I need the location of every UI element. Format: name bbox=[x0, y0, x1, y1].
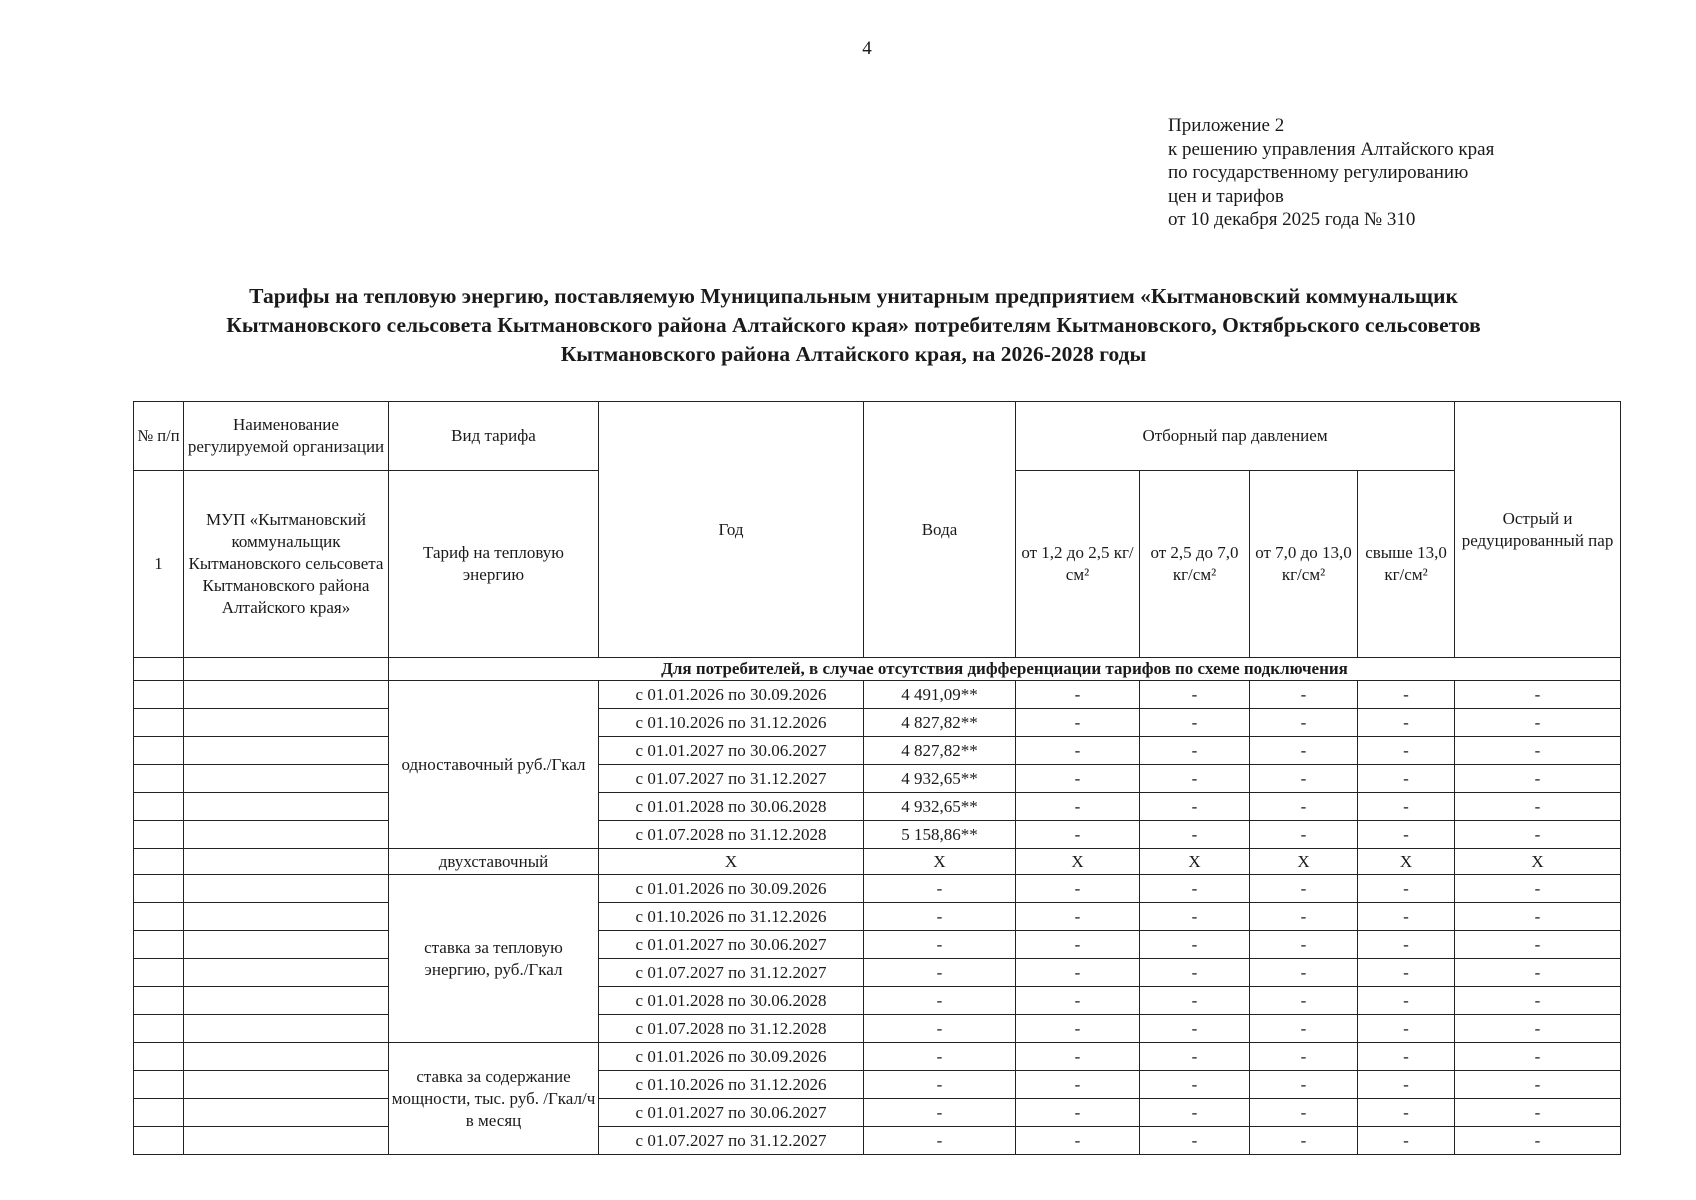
dash-cell: - bbox=[1140, 931, 1250, 959]
water-cell: - bbox=[864, 931, 1016, 959]
x-mark-cell: X bbox=[1358, 849, 1455, 875]
table-row bbox=[134, 1099, 1621, 1127]
x-mark-cell: X bbox=[864, 849, 1016, 875]
appendix-block bbox=[1168, 114, 1494, 232]
dash-cell: - bbox=[1250, 1099, 1358, 1127]
header-water: Вода bbox=[864, 402, 1016, 658]
appendix-line: к решению управления Алтайского края bbox=[1168, 138, 1495, 160]
empty-cell bbox=[134, 737, 184, 765]
dash-cell: - bbox=[1358, 1015, 1455, 1043]
period-cell: с 01.01.2027 по 30.06.2027 bbox=[599, 737, 864, 765]
dash-cell: - bbox=[1140, 1043, 1250, 1071]
empty-cell bbox=[184, 849, 389, 875]
header-pressure-2: от 2,5 до 7,0 кг/см² bbox=[1140, 471, 1250, 658]
dash-cell: - bbox=[1358, 1071, 1455, 1099]
x-mark-cell: X bbox=[1140, 849, 1250, 875]
empty-cell bbox=[184, 931, 389, 959]
dash-cell: - bbox=[1358, 903, 1455, 931]
period-cell: с 01.07.2027 по 31.12.2027 bbox=[599, 1127, 864, 1155]
empty-cell bbox=[134, 903, 184, 931]
dash-cell: - bbox=[1140, 821, 1250, 849]
period-cell: с 01.07.2028 по 31.12.2028 bbox=[599, 821, 864, 849]
water-cell: - bbox=[864, 1099, 1016, 1127]
table-row bbox=[134, 821, 1621, 849]
empty-cell bbox=[184, 1043, 389, 1071]
dash-cell: - bbox=[1358, 959, 1455, 987]
empty-cell bbox=[134, 987, 184, 1015]
dash-cell: - bbox=[1455, 1099, 1621, 1127]
water-cell: 4 932,65** bbox=[864, 793, 1016, 821]
header-sharp-steam: Острый и редуцированный пар bbox=[1455, 402, 1621, 658]
x-mark-cell: X bbox=[1250, 849, 1358, 875]
dash-cell: - bbox=[1140, 1071, 1250, 1099]
dash-cell: - bbox=[1016, 709, 1140, 737]
dash-cell: - bbox=[1358, 1099, 1455, 1127]
dash-cell: - bbox=[1358, 875, 1455, 903]
appendix-line: цен и тарифов bbox=[1168, 185, 1284, 207]
empty-cell bbox=[134, 1071, 184, 1099]
dash-cell: - bbox=[1358, 821, 1455, 849]
header-year: Год bbox=[599, 402, 864, 658]
period-cell: с 01.01.2026 по 30.09.2026 bbox=[599, 1043, 864, 1071]
dash-cell: - bbox=[1358, 709, 1455, 737]
dash-cell: - bbox=[1016, 1043, 1140, 1071]
empty-cell bbox=[134, 1099, 184, 1127]
table-row bbox=[134, 875, 1621, 903]
x-mark-cell: X bbox=[1455, 849, 1621, 875]
dash-cell: - bbox=[1016, 821, 1140, 849]
empty-cell bbox=[184, 987, 389, 1015]
header-org: Наименование регулируемой организации bbox=[184, 402, 389, 471]
empty-cell bbox=[184, 793, 389, 821]
header-pressure-4: свыше 13,0 кг/см² bbox=[1358, 471, 1455, 658]
water-cell: - bbox=[864, 1043, 1016, 1071]
dash-cell: - bbox=[1140, 903, 1250, 931]
dash-cell: - bbox=[1016, 1071, 1140, 1099]
tariff-table bbox=[133, 401, 1621, 1155]
dash-cell: - bbox=[1250, 821, 1358, 849]
dash-cell: - bbox=[1250, 681, 1358, 709]
dash-cell: - bbox=[1455, 959, 1621, 987]
dash-cell: - bbox=[1250, 1127, 1358, 1155]
empty-cell bbox=[134, 875, 184, 903]
dash-cell: - bbox=[1140, 709, 1250, 737]
period-cell: с 01.01.2028 по 30.06.2028 bbox=[599, 793, 864, 821]
dash-cell: - bbox=[1455, 875, 1621, 903]
table-row bbox=[134, 681, 1621, 709]
dash-cell: - bbox=[1140, 959, 1250, 987]
table-row bbox=[134, 765, 1621, 793]
period-cell: с 01.10.2026 по 31.12.2026 bbox=[599, 903, 864, 931]
water-cell: - bbox=[864, 903, 1016, 931]
empty-cell bbox=[184, 1015, 389, 1043]
org-tariff-type: Тариф на тепловую энергию bbox=[389, 471, 599, 658]
empty-cell bbox=[134, 681, 184, 709]
dash-cell: - bbox=[1455, 681, 1621, 709]
x-mark-cell: X bbox=[1016, 849, 1140, 875]
dash-cell: - bbox=[1140, 1015, 1250, 1043]
water-cell: 4 491,09** bbox=[864, 681, 1016, 709]
dash-cell: - bbox=[1358, 1043, 1455, 1071]
dash-cell: - bbox=[1250, 737, 1358, 765]
period-cell: с 01.10.2026 по 31.12.2026 bbox=[599, 1071, 864, 1099]
dash-cell: - bbox=[1016, 1099, 1140, 1127]
empty-cell bbox=[134, 709, 184, 737]
group-single-rate: одноставочный руб./Гкал bbox=[389, 681, 599, 849]
document-title bbox=[60, 282, 1647, 369]
dash-cell: - bbox=[1250, 765, 1358, 793]
dash-cell: - bbox=[1455, 737, 1621, 765]
water-cell: - bbox=[864, 1127, 1016, 1155]
header-tariff-type: Вид тарифа bbox=[389, 402, 599, 471]
title-line: Тарифы на тепловую энергию, поставляемую Муниципальным унитарным предприятием «Кытмановский коммунальщик bbox=[249, 284, 1458, 308]
empty-cell bbox=[184, 681, 389, 709]
dash-cell: - bbox=[1016, 1127, 1140, 1155]
dash-cell: - bbox=[1250, 987, 1358, 1015]
dash-cell: - bbox=[1455, 765, 1621, 793]
table-row bbox=[134, 931, 1621, 959]
dash-cell: - bbox=[1358, 987, 1455, 1015]
dash-cell: - bbox=[1358, 737, 1455, 765]
table-row bbox=[134, 1043, 1621, 1071]
dash-cell: - bbox=[1455, 821, 1621, 849]
water-cell: 4 827,82** bbox=[864, 709, 1016, 737]
dash-cell: - bbox=[1455, 1043, 1621, 1071]
empty-cell bbox=[184, 709, 389, 737]
water-cell: 5 158,86** bbox=[864, 821, 1016, 849]
empty-cell bbox=[134, 821, 184, 849]
period-cell: с 01.01.2026 по 30.09.2026 bbox=[599, 875, 864, 903]
water-cell: - bbox=[864, 875, 1016, 903]
empty-cell bbox=[134, 931, 184, 959]
dash-cell: - bbox=[1455, 931, 1621, 959]
dash-cell: - bbox=[1455, 1127, 1621, 1155]
dash-cell: - bbox=[1455, 1071, 1621, 1099]
dash-cell: - bbox=[1016, 987, 1140, 1015]
org-name: МУП «Кытмановский коммунальщик Кытмановского сельсовета Кытмановского района Алтайского края» bbox=[184, 471, 389, 658]
header-pressure-3: от 7,0 до 13,0 кг/см² bbox=[1250, 471, 1358, 658]
dash-cell: - bbox=[1250, 1015, 1358, 1043]
dash-cell: - bbox=[1140, 765, 1250, 793]
period-cell: с 01.01.2027 по 30.06.2027 bbox=[599, 1099, 864, 1127]
header-pressure-1: от 1,2 до 2,5 кг/см² bbox=[1016, 471, 1140, 658]
dash-cell: - bbox=[1140, 875, 1250, 903]
dash-cell: - bbox=[1455, 903, 1621, 931]
page-number: 4 bbox=[862, 38, 872, 59]
table-row bbox=[134, 987, 1621, 1015]
dash-cell: - bbox=[1358, 765, 1455, 793]
dash-cell: - bbox=[1016, 681, 1140, 709]
table-row bbox=[134, 903, 1621, 931]
dash-cell: - bbox=[1016, 793, 1140, 821]
empty-cell bbox=[134, 849, 184, 875]
period-cell: с 01.01.2027 по 30.06.2027 bbox=[599, 931, 864, 959]
empty-cell bbox=[134, 765, 184, 793]
period-cell: с 01.10.2026 по 31.12.2026 bbox=[599, 709, 864, 737]
water-cell: - bbox=[864, 1015, 1016, 1043]
x-mark-cell: X bbox=[599, 849, 864, 875]
dash-cell: - bbox=[1140, 1127, 1250, 1155]
table-row bbox=[134, 793, 1621, 821]
dash-cell: - bbox=[1140, 793, 1250, 821]
dash-cell: - bbox=[1250, 875, 1358, 903]
header-num: № п/п bbox=[134, 402, 184, 471]
table-row-two-rate bbox=[134, 849, 1621, 875]
dash-cell: - bbox=[1455, 1015, 1621, 1043]
dash-cell: - bbox=[1250, 1043, 1358, 1071]
empty-cell bbox=[184, 959, 389, 987]
dash-cell: - bbox=[1016, 737, 1140, 765]
period-cell: с 01.01.2028 по 30.06.2028 bbox=[599, 987, 864, 1015]
empty-cell bbox=[184, 1127, 389, 1155]
empty-cell bbox=[184, 903, 389, 931]
dash-cell: - bbox=[1250, 709, 1358, 737]
water-cell: 4 932,65** bbox=[864, 765, 1016, 793]
dash-cell: - bbox=[1250, 1071, 1358, 1099]
header-steam-group: Отборный пар давлением bbox=[1016, 402, 1455, 471]
empty-cell bbox=[134, 1015, 184, 1043]
title-line: Кытмановского района Алтайского края, на 2026-2028 годы bbox=[560, 342, 1147, 366]
dash-cell: - bbox=[1358, 681, 1455, 709]
header-row bbox=[134, 402, 1621, 471]
appendix-line: Приложение 2 bbox=[1168, 115, 1285, 136]
water-cell: - bbox=[864, 987, 1016, 1015]
empty-cell bbox=[134, 959, 184, 987]
empty-cell bbox=[134, 1043, 184, 1071]
appendix-line: по государственному регулированию bbox=[1168, 162, 1469, 183]
dash-cell: - bbox=[1016, 875, 1140, 903]
dash-cell: - bbox=[1016, 959, 1140, 987]
dash-cell: - bbox=[1016, 765, 1140, 793]
appendix-line: от 10 декабря 2025 года № 310 bbox=[1168, 209, 1416, 230]
empty-cell bbox=[184, 658, 389, 681]
empty-cell bbox=[184, 765, 389, 793]
group-energy-rate: ставка за тепловую энергию, руб./Гкал bbox=[389, 875, 599, 1043]
empty-cell bbox=[184, 737, 389, 765]
dash-cell: - bbox=[1016, 1015, 1140, 1043]
period-cell: с 01.07.2028 по 31.12.2028 bbox=[599, 1015, 864, 1043]
empty-cell bbox=[184, 875, 389, 903]
table-row bbox=[134, 737, 1621, 765]
group-two-rate: двухставочный bbox=[389, 849, 599, 875]
dash-cell: - bbox=[1358, 931, 1455, 959]
dash-cell: - bbox=[1358, 1127, 1455, 1155]
empty-cell bbox=[184, 1099, 389, 1127]
dash-cell: - bbox=[1455, 709, 1621, 737]
dash-cell: - bbox=[1140, 987, 1250, 1015]
dash-cell: - bbox=[1016, 931, 1140, 959]
table-row bbox=[134, 1071, 1621, 1099]
dash-cell: - bbox=[1016, 903, 1140, 931]
period-cell: с 01.01.2026 по 30.09.2026 bbox=[599, 681, 864, 709]
dash-cell: - bbox=[1455, 793, 1621, 821]
dash-cell: - bbox=[1250, 793, 1358, 821]
dash-cell: - bbox=[1250, 931, 1358, 959]
empty-cell bbox=[184, 1071, 389, 1099]
table-row bbox=[134, 1015, 1621, 1043]
empty-cell bbox=[184, 821, 389, 849]
table-row bbox=[134, 709, 1621, 737]
empty-cell bbox=[134, 793, 184, 821]
period-cell: с 01.07.2027 по 31.12.2027 bbox=[599, 765, 864, 793]
period-cell: с 01.07.2027 по 31.12.2027 bbox=[599, 959, 864, 987]
empty-cell bbox=[134, 1127, 184, 1155]
section-title: Для потребителей, в случае отсутствия дифференциации тарифов по схеме подключения bbox=[389, 658, 1621, 681]
group-capacity-rate: ставка за содержание мощности, тыс. руб. /Гкал/ч в месяц bbox=[389, 1043, 599, 1155]
org-number: 1 bbox=[134, 471, 184, 658]
water-cell: - bbox=[864, 959, 1016, 987]
dash-cell: - bbox=[1358, 793, 1455, 821]
dash-cell: - bbox=[1455, 987, 1621, 1015]
water-cell: 4 827,82** bbox=[864, 737, 1016, 765]
dash-cell: - bbox=[1140, 737, 1250, 765]
water-cell: - bbox=[864, 1071, 1016, 1099]
title-line: Кытмановского сельсовета Кытмановского района Алтайского края» потребителям Кытмановского, Октябрьского сельсоветов bbox=[226, 313, 1481, 337]
table-row bbox=[134, 1127, 1621, 1155]
dash-cell: - bbox=[1250, 903, 1358, 931]
dash-cell: - bbox=[1140, 681, 1250, 709]
dash-cell: - bbox=[1250, 959, 1358, 987]
table-row bbox=[134, 959, 1621, 987]
empty-cell bbox=[134, 658, 184, 681]
section-row bbox=[134, 658, 1621, 681]
dash-cell: - bbox=[1140, 1099, 1250, 1127]
